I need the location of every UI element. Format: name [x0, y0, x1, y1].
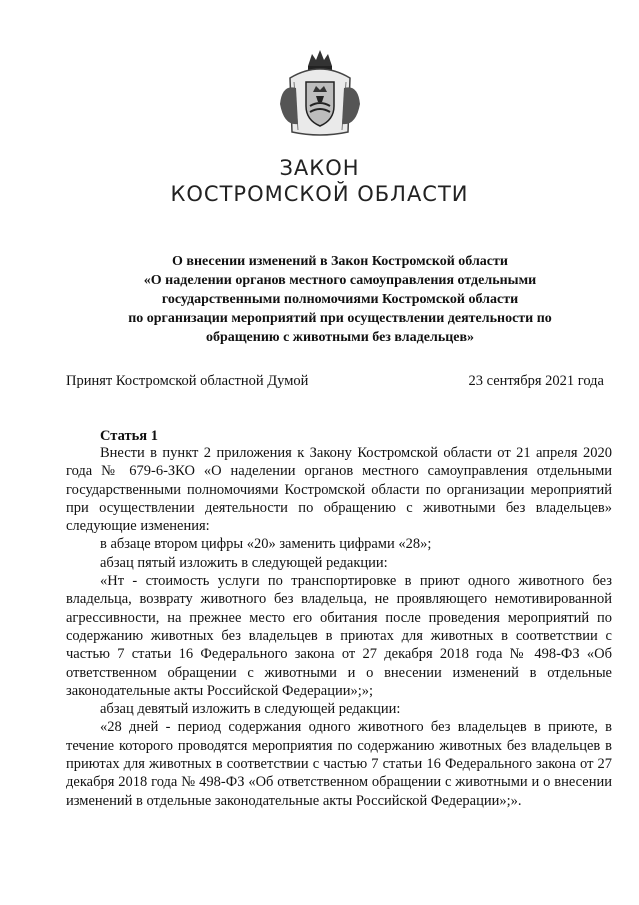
paragraph: абзац пятый изложить в следующей редакции:: [100, 554, 388, 571]
paragraph: «Нт - стоимость услуги по транспортировке в приют одного животного без владельца, возврату животного без владельца, не проявляющего немотивированной агрессивности, на прежнее место его обитания после проведения мероприятий по содержанию животных без владельцев в приютах для животных в соответствии с частью 7 статьи 16 Федерального закона от 27 декабря 2018 года № 498-ФЗ «Об ответственном обращении с животными и о внесении изменений в отдельные законодательные акты Российской Федерации»;»;: [66, 573, 612, 699]
article-body: [66, 444, 612, 810]
adoption-date: 23 сентября 2021 года: [468, 373, 604, 389]
heading-line: О внесении изменений в Закон Костромской области: [172, 254, 508, 269]
law-title-line-2: КОСТРОМСКОЙ ОБЛАСТИ: [170, 182, 469, 206]
paragraph: «28 дней - период содержания одного животного без владельцев в приюте, в течение которого проводятся мероприятия по содержанию животных без владельцев в приютах для животных в соответствии с частью 7 статьи 16 Федерального закона от 27 декабря 2018 года № 498-ФЗ «Об ответственном обращении с животными и о внесении изменений в отдельные законодательные акты Российской Федерации»;».: [66, 719, 612, 809]
paragraph: Внести в пункт 2 приложения к Закону Костромской области от 21 апреля 2020 года № 679-6-ЗКО «О наделении органов местного самоуправления отдельными государственными полномочиями Костромской области по организации мероприятий при осуществлении деятельности по обращению с животными без владельцев» следующие изменения:: [66, 445, 612, 535]
adopted-by: Принят Костромской областной Думой: [66, 373, 309, 389]
adoption-info: [66, 373, 604, 390]
heading-line: по организации мероприятий при осуществлении деятельности по: [128, 311, 552, 326]
paragraph: в абзаце втором цифры «20» заменить цифрами «28»;: [100, 536, 432, 553]
heading-line: «О наделении органов местного самоуправления отдельными: [143, 273, 537, 288]
law-title-line-1: ЗАКОН: [279, 156, 360, 180]
law-heading: [60, 252, 620, 347]
heading-line: государственными полномочиями Костромской области: [161, 292, 519, 307]
paragraph: абзац девятый изложить в следующей редакции:: [100, 701, 401, 718]
heading-line: обращению с животными без владельцев»: [205, 330, 475, 345]
article-title: Статья 1: [100, 428, 158, 444]
coat-of-arms-icon: [272, 44, 368, 140]
